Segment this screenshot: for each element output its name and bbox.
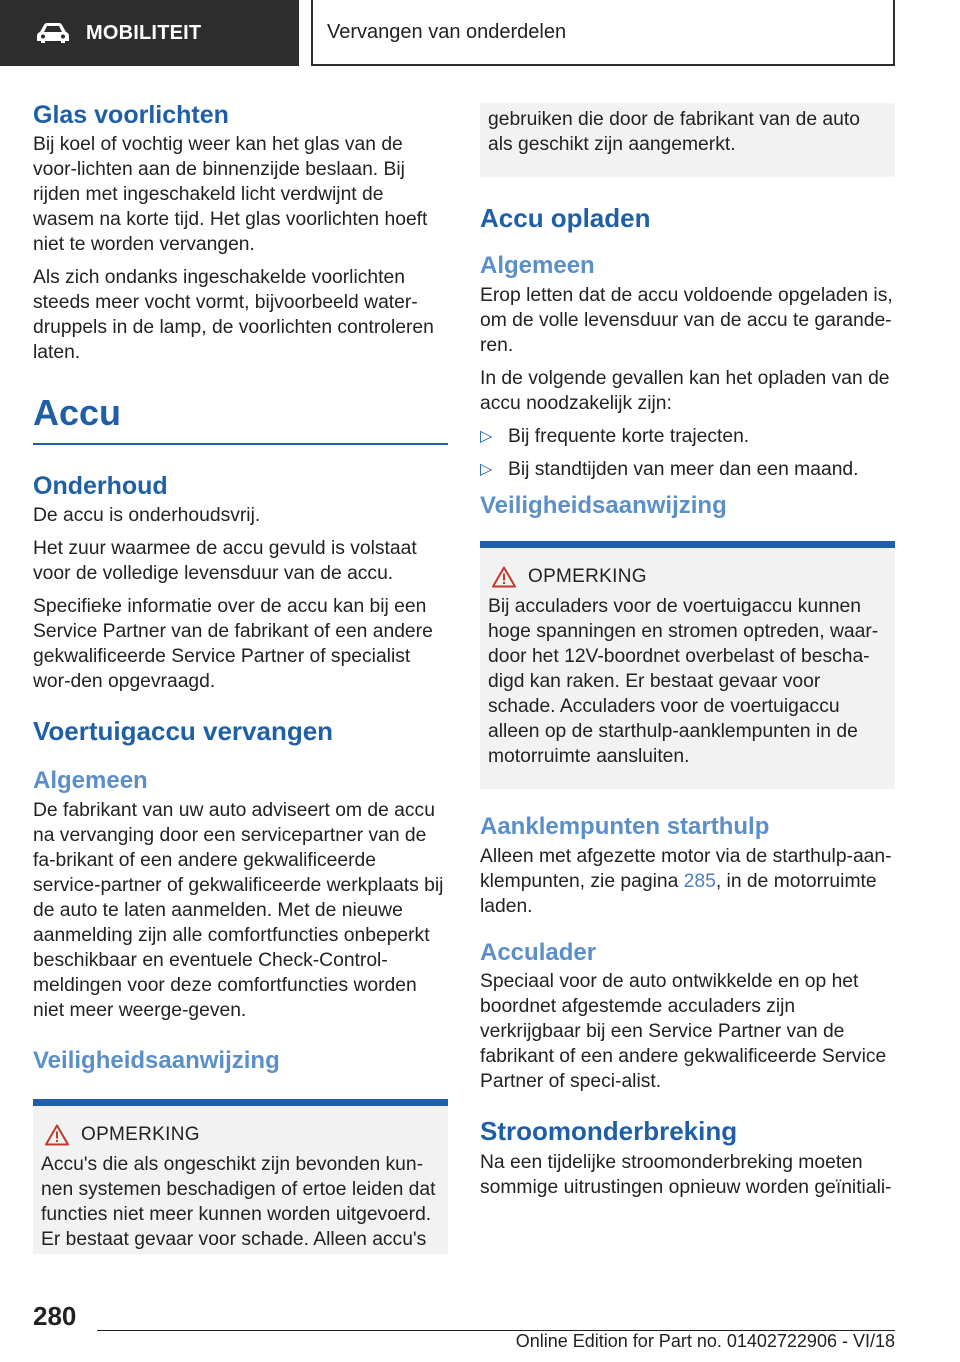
- list-item: [480, 457, 895, 482]
- warning-triangle-icon: [45, 1124, 69, 1146]
- page-header: [0, 0, 960, 66]
- heading-glas-voorlichten: Glas voorlichten: [33, 101, 229, 129]
- paragraph: Na een tijdelijke stroomonderbreking moeten sommige uitrustingen opnieuw worden geïnitiali-: [480, 1151, 892, 1198]
- heading-veiligheidsaanwijzing: Veiligheidsaanwijzing: [480, 491, 727, 519]
- section-tab: [0, 0, 299, 66]
- note-text: Accu's die als ongeschikt zijn bevonden kun-nen systemen beschadigen of ertoe leiden dat functies niet meer kunnen worden uitgevoerd. Er bestaat gevaar voor schade. Alleen accu's: [41, 1154, 436, 1251]
- paragraph: Erop letten dat de accu voldoende opgeladen is, om de volle levensduur van de accu te garande-ren.: [480, 284, 893, 356]
- heading-algemeen: Algemeen: [480, 252, 595, 280]
- heading-algemeen: Algemeen: [33, 766, 148, 794]
- note-label: OPMERKING: [528, 565, 647, 587]
- heading-acculader: Acculader: [480, 938, 597, 966]
- bullet-list: [480, 424, 895, 482]
- note-label: OPMERKING: [81, 1124, 200, 1146]
- paragraph: In de volgende gevallen kan het opladen van de accu noodzakelijk zijn:: [480, 367, 890, 414]
- heading-rule: [33, 443, 448, 445]
- warning-note: [33, 1099, 448, 1254]
- footer-edition: Online Edition for Part no. 01402722906 - VI/18: [515, 1331, 895, 1351]
- heading-onderhoud: Onderhoud: [33, 471, 168, 500]
- list-item: [480, 424, 895, 449]
- paragraph: Speciaal voor de auto ontwikkelde en op het boordnet afgestemde acculaders zijn verkrijgbaar bij een Service Partner van de fabrikant of een andere gekwalificeerde Service Partner of speci-alist.: [480, 971, 887, 1093]
- paragraph: De accu is onderhoudsvrij.: [33, 504, 261, 526]
- left-column: [33, 100, 448, 1254]
- heading-accu-opladen: Accu opladen: [480, 203, 651, 233]
- list-item-text: Bij frequente korte trajecten.: [508, 425, 750, 447]
- warning-note: [480, 541, 895, 789]
- paragraph: [480, 844, 895, 919]
- warning-note-continued: [480, 103, 895, 177]
- paragraph-text: Alleen met afgezette motor via de starthulp-aan-klempunten, zie pagina: [480, 845, 892, 892]
- chapter-tab: [311, 0, 895, 66]
- paragraph: Specifieke informatie over de accu kan bij een Service Partner van de fabrikant of een andere gekwalificeerde Service Partner of specialist wor-den opgevraagd.: [33, 595, 433, 692]
- heading-accu: Accu: [33, 392, 122, 433]
- right-column: [480, 103, 895, 1200]
- paragraph-text: , in de motorruimte laden.: [480, 870, 877, 917]
- warning-triangle-icon: [492, 566, 516, 588]
- paragraph: Als zich ondanks ingeschakelde voorlichten steeds meer vocht vormt, bijvoorbeeld water-druppels in de lamp, de voorlichten controleren laten.: [33, 267, 434, 363]
- page-number: 280: [33, 1301, 77, 1331]
- chapter-label: Vervangen van onderdelen: [327, 20, 567, 43]
- paragraph: Het zuur waarmee de accu gevuld is volstaat voor de volledige levensduur van de accu.: [33, 537, 417, 584]
- page-link[interactable]: 285: [683, 870, 716, 892]
- paragraph: Bij koel of vochtig weer kan het glas van de voor-lichten aan de binnenzijde beslaan. Bij rijden met ingeschakeld licht verdwijnt de wasem na korte tijd. Het glas voorlichten hoeft niet te worden vervangen.: [33, 134, 428, 255]
- paragraph: De fabrikant van uw auto adviseert om de accu na vervanging door een servicepartner van de fa-brikant of een andere gekwalificeerde service-partner of gekwalificeerde werkplaats bij de auto te laten aanmelden. Met de nieuwe aanmelding zijn alle comfortfuncties onbeperkt beschikbaar en eventuele Check-Control-meldingen voor deze comfortfuncties worden niet meer weerge-geven.: [33, 799, 444, 1021]
- note-text: Bij acculaders voor de voertuigaccu kunnen hoge spanningen en stromen optreden, waar-door het 12V-boordnet overbelast of bescha-digd kan raken. Er bestaat gevaar voor schade. Acculaders voor de voertuigaccu alleen op de starthulp-aanklempunten in de motorruimte aansluiten.: [488, 595, 879, 767]
- note-header: [488, 566, 887, 588]
- heading-stroomonderbreking: Stroomonderbreking: [480, 1116, 738, 1147]
- note-header: [41, 1124, 440, 1146]
- heading-veiligheidsaanwijzing: Veiligheidsaanwijzing: [33, 1046, 280, 1074]
- list-item-text: Bij standtijden van meer dan een maand.: [508, 458, 859, 480]
- heading-voertuigaccu-vervangen: Voertuigaccu vervangen: [33, 715, 334, 746]
- note-text: gebruiken die door de fabrikant van de auto als geschikt zijn aangemerkt.: [488, 109, 860, 155]
- triangle-bullet-icon: ▷: [480, 460, 493, 478]
- section-label: MOBILITEIT: [86, 21, 202, 44]
- heading-aanklempunten-starthulp: Aanklempunten starthulp: [480, 812, 770, 840]
- triangle-bullet-icon: ▷: [480, 427, 493, 445]
- car-icon: [36, 22, 70, 44]
